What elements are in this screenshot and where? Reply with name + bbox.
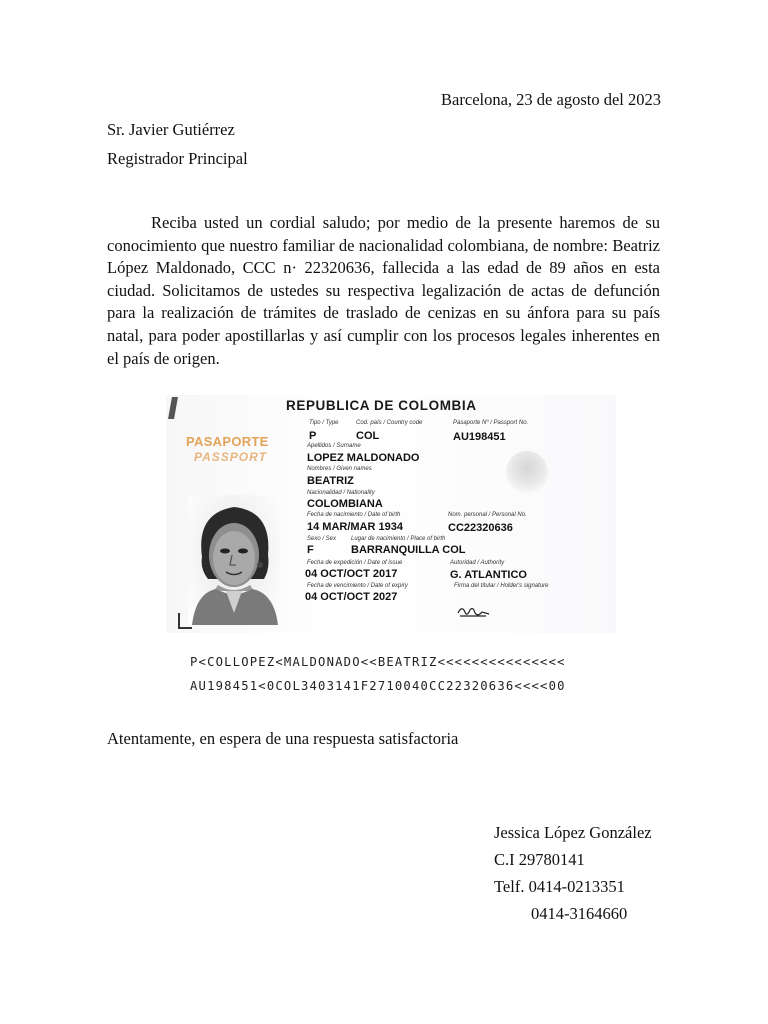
dob-value: 14 MAR/MAR 1934 [307,521,403,533]
recipient-title: Registrador Principal [107,149,248,168]
sex-value: F [307,544,314,556]
issue-value: 04 OCT/OCT 2017 [305,568,398,580]
passport-no-value: AU198451 [453,431,506,443]
passport-doc-es: PASAPORTE [186,434,269,449]
recipient-name: Sr. Javier Gutiérrez [107,120,235,139]
personal-no-label: Nom. personal / Personal No. [448,512,527,518]
authority-value: G. ATLANTICO [450,569,527,581]
given-names-value: BEATRIZ [307,475,354,487]
holder-portrait-icon [188,495,280,625]
passport-image [166,395,616,715]
expiry-label: Fecha de vencimiento / Date of expiry [307,583,408,589]
dob-label: Fecha de nacimiento / Date of birth [307,512,401,518]
given-names-label: Nombres / Given names [307,466,372,472]
surname-value: LOPEZ MALDONADO [307,452,420,464]
expiry-value: 04 OCT/OCT 2027 [305,591,398,603]
pob-value: BARRANQUILLA COL [351,544,466,556]
authority-label: Autoridad / Authority [450,560,505,566]
signer-phone-1: Telf. 0414-0213351 [494,877,625,896]
type-value: P [309,430,317,442]
country-code-label: Cod. país / Country code [356,420,423,426]
mrz-line-2: AU198451<0COL3403141F2710040CC22320636<<<<00 [190,679,566,693]
sex-label: Sexo / Sex [307,536,337,542]
closing-line: Atentamente, en espera de una respuesta satisfactoria [107,729,459,748]
holder-signature-icon [456,603,492,619]
ghost-photo [506,451,548,493]
nationality-value: COLOMBIANA [307,498,383,510]
pob-label: Lugar de nacimiento / Place of birth [351,536,446,542]
holder-photo [188,495,280,625]
signature-field-label: Firma del titular / Holder's signature [454,583,549,589]
letter-body: Reciba usted un cordial saludo; por medio de la presente haremos de su conocimiento que nuestro familiar de nacionalidad colombiana, de nombre: Beatriz López Maldonado, CCC n· 22320636, fallecida a las edad de 89 años en esta ciudad. Solicitamos de ustedes su respectiva legalización de actas de defunción para la realización de trámites de traslado de cenizas en su ánfora para su país natal, para poder apostillarlas y así cumplir con los procesos legales inherentes en el país de origen. [107,213,660,368]
type-label: Tipo / Type [309,420,339,426]
surname-label: Apellidos / Surname [307,443,361,449]
passport-country: REPUBLICA DE COLOMBIA [286,398,477,413]
passport-no-label: Pasaporte Nº / Passport No. [453,420,529,426]
issue-label: Fecha de expedición / Date of issue [307,560,403,566]
signer-ci: C.I 29780141 [494,850,585,869]
personal-no-value: CC22320636 [448,522,513,534]
signer-name: Jessica López González [494,823,652,842]
mrz-line-1: P<COLLOPEZ<MALDONADO<<BEATRIZ<<<<<<<<<<<<<<< [190,655,566,669]
signer-phone-2: 0414-3164660 [531,904,628,923]
passport-doc-en: PASSPORT [194,450,267,464]
letter-date: Barcelona, 23 de agosto del 2023 [441,90,661,109]
nationality-label: Nacionalidad / Nationality [307,490,375,496]
country-code-value: COL [356,430,380,442]
